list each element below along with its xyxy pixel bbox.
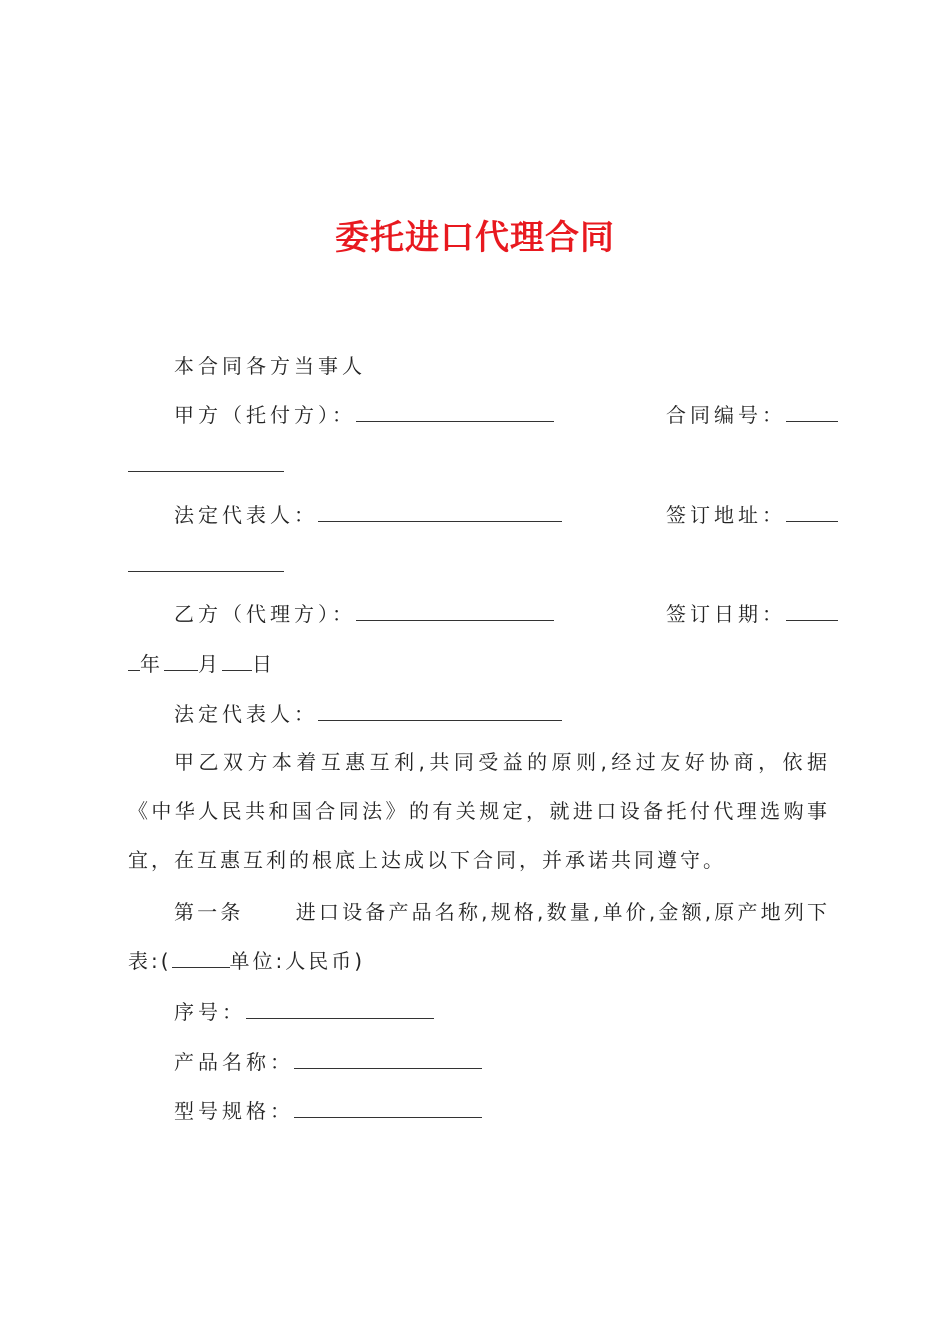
month-label: 月 bbox=[198, 652, 222, 676]
day-label: 日 bbox=[252, 652, 276, 676]
article-1-heading: 第一条 bbox=[174, 900, 244, 924]
party-a-blank[interactable] bbox=[356, 403, 554, 422]
year-label: 年 bbox=[140, 652, 164, 676]
sign-place-blank[interactable] bbox=[786, 503, 838, 522]
sign-date-continuation bbox=[128, 649, 276, 679]
sign-date-row bbox=[666, 599, 838, 629]
article-1-text: 进口设备产品名称,规格,数量,单价,金额,原产地列下表:( bbox=[128, 900, 830, 973]
currency-unit-blank[interactable] bbox=[172, 949, 230, 968]
legal-rep-b-row bbox=[174, 699, 562, 729]
model-spec-row bbox=[174, 1096, 482, 1126]
contract-no-row bbox=[666, 400, 838, 430]
legal-rep-a-blank[interactable] bbox=[318, 503, 562, 522]
preamble-paragraph bbox=[128, 738, 830, 885]
sign-place-blank-cont[interactable] bbox=[128, 553, 284, 572]
party-a-label: 甲方（托付方）： bbox=[174, 403, 356, 427]
serial-row bbox=[174, 997, 434, 1027]
contract-no-blank[interactable] bbox=[786, 403, 838, 422]
preamble-text: 甲乙双方本着互惠互利,共同受益的原则,经过友好协商，依据《中华人民共和国合同法》的有关规定，就进口设备托付代理选购事宜，在互惠互利的根底上达成以下合同，并承诺共同遵守。 bbox=[128, 750, 830, 872]
party-b-row bbox=[174, 599, 554, 629]
product-name-blank[interactable] bbox=[294, 1050, 482, 1069]
document-title: 委托进口代理合同 bbox=[335, 218, 615, 258]
party-b-label: 乙方（代理方）： bbox=[174, 602, 356, 626]
contract-no-blank-cont[interactable] bbox=[128, 453, 284, 472]
sign-place-continuation bbox=[128, 550, 284, 580]
party-b-blank[interactable] bbox=[356, 602, 554, 621]
model-spec-blank[interactable] bbox=[294, 1099, 482, 1118]
serial-blank[interactable] bbox=[246, 1000, 434, 1019]
serial-label: 序号： bbox=[174, 1000, 246, 1024]
product-name-row bbox=[174, 1047, 482, 1077]
legal-rep-b-label: 法定代表人： bbox=[174, 702, 318, 726]
legal-rep-a-row bbox=[174, 500, 562, 530]
article-1-unit: 单位:人民币) bbox=[229, 949, 366, 973]
article-1-paragraph bbox=[128, 888, 830, 986]
sign-date-label: 签订日期： bbox=[666, 602, 786, 626]
party-a-row bbox=[174, 400, 554, 430]
product-name-label: 产品名称： bbox=[174, 1050, 294, 1074]
legal-rep-a-label: 法定代表人： bbox=[174, 503, 318, 527]
month-blank[interactable] bbox=[164, 652, 198, 671]
legal-rep-b-blank[interactable] bbox=[318, 702, 562, 721]
sign-date-blank[interactable] bbox=[786, 602, 838, 621]
model-spec-label: 型号规格： bbox=[174, 1099, 294, 1123]
parties-intro: 本合同各方当事人 bbox=[174, 354, 366, 378]
day-blank[interactable] bbox=[222, 652, 252, 671]
contract-no-continuation bbox=[128, 450, 284, 480]
contract-no-label: 合同编号： bbox=[666, 403, 786, 427]
year-blank[interactable] bbox=[128, 652, 140, 671]
sign-place-label: 签订地址： bbox=[666, 503, 786, 527]
sign-place-row bbox=[666, 500, 838, 530]
